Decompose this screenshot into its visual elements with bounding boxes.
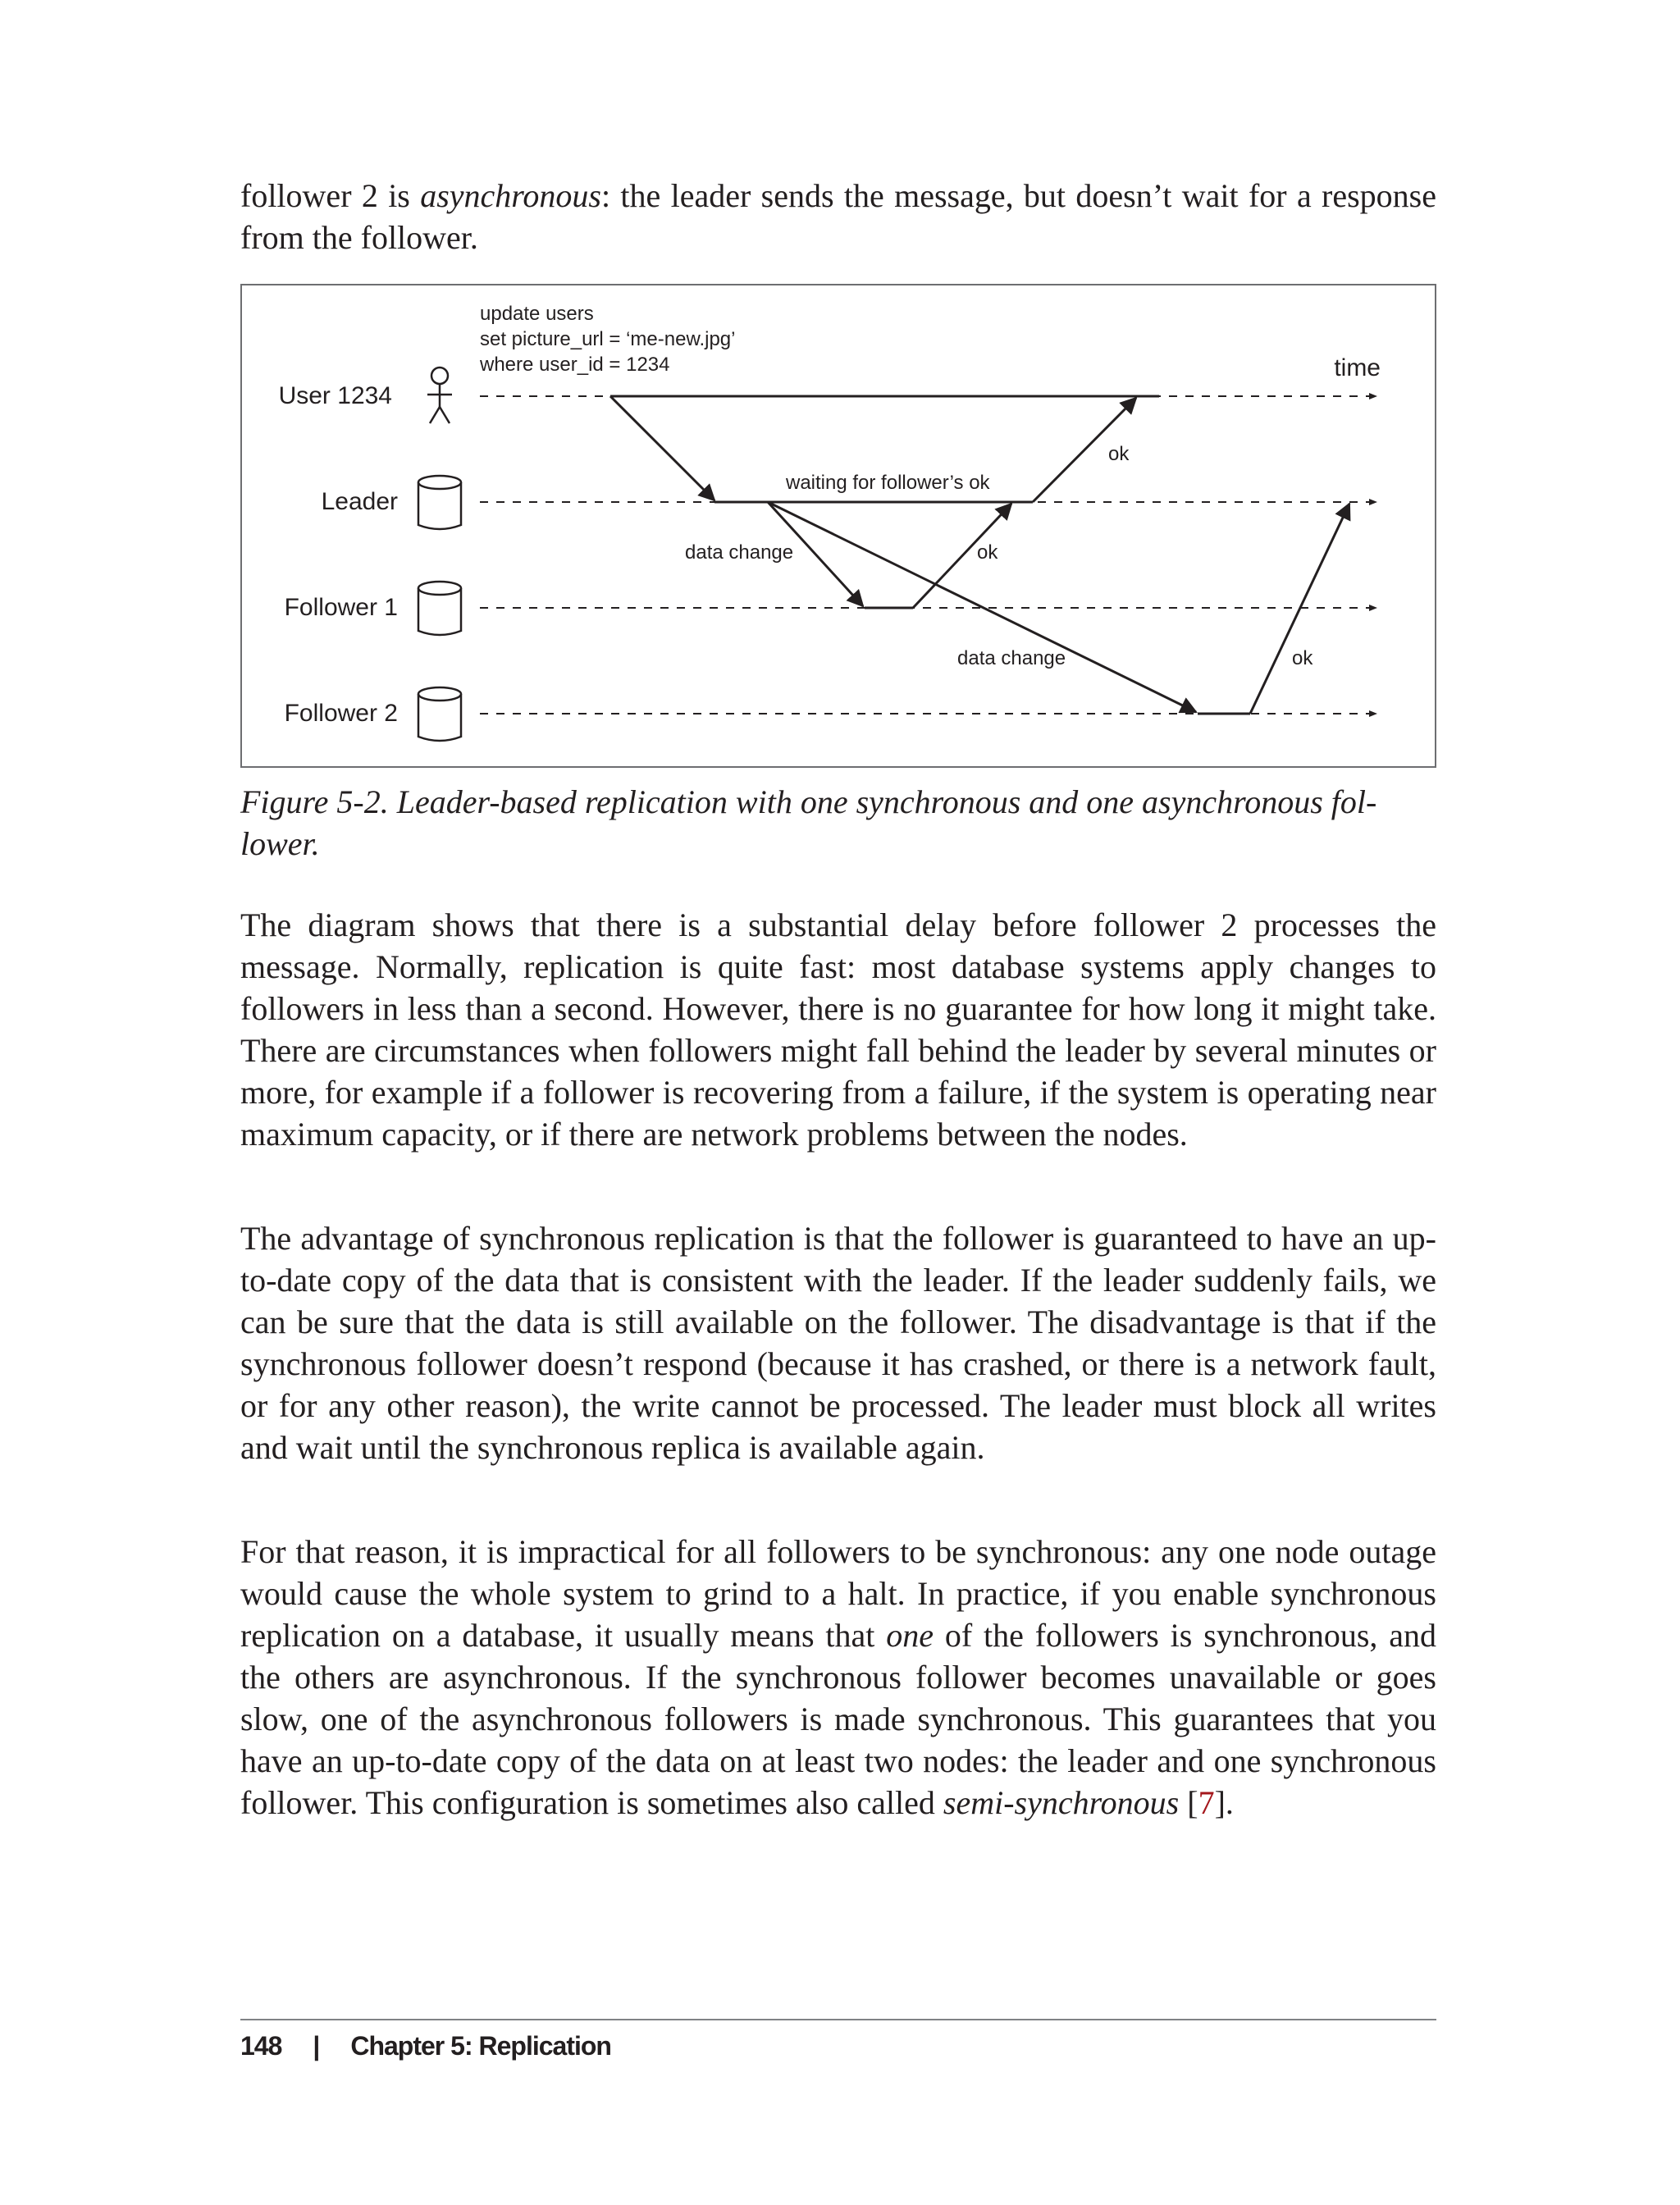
intro-text-pre: follower 2 is <box>240 177 421 214</box>
page-number: 148 <box>240 2031 282 2061</box>
figure-caption: Figure 5-2. Leader-based replication with one synchronous and one asynchronous follower. <box>240 783 1377 862</box>
figure-5-2 <box>240 284 1436 768</box>
time-label: time <box>1334 354 1381 381</box>
paragraph-1 <box>240 904 1436 1155</box>
replication-diagram <box>242 285 1438 769</box>
intro-text-post: : the leader sends the message, but doesn’t wait for a response from the follower. <box>240 177 1437 256</box>
data-change-label-2: data change <box>957 647 1066 669</box>
intro-paragraph <box>240 175 1436 258</box>
data-change-label-1: data change <box>685 541 794 564</box>
lane-label-leader: Leader <box>321 488 398 515</box>
ok-label-follower-1: ok <box>977 541 998 564</box>
reference-link-7[interactable]: 7 <box>1198 1784 1215 1821</box>
paragraph-3-text-a: For that reason, it is impractical for all followers to be synchronous: any one node outage would cause the whole system to grind to a halt. In practice, if you enable synchronous replication on a database, it usually means that <box>240 1533 1436 1654</box>
ok-label-leader-to-user: ok <box>1108 443 1130 465</box>
request-arrow-user-to-leader <box>610 396 714 500</box>
lane-label-follower-2: Follower 2 <box>284 700 398 727</box>
follower-2-database-icon <box>418 687 461 741</box>
paragraph-2 <box>240 1217 1436 1468</box>
paragraph-3 <box>240 1531 1436 1824</box>
paragraph-3-emphasis-one: one <box>886 1617 934 1654</box>
intro-emphasis: asynchronous <box>420 177 601 214</box>
waiting-label: waiting for follower’s ok <box>786 472 990 494</box>
query-line-3: where user_id = 1234 <box>480 354 670 376</box>
query-line-1: update users <box>480 303 594 325</box>
lane-label-follower-1: Follower 1 <box>284 594 398 621</box>
ok-label-follower-2: ok <box>1292 647 1313 669</box>
paragraph-3-emphasis-semi-synchronous: semi-synchronous <box>943 1784 1180 1821</box>
footer-separator: | <box>313 2031 320 2061</box>
paragraph-2-text: The advantage of synchronous replication is that the follower is guaranteed to have an up-to-date copy of the data that is consistent with the leader. If the leader suddenly fails, we can be sure that the data is still available on the follower. The disadvantage is that if the synchronous follower doesn’t respond (because it has crashed, or there is a network fault, or for any other reason), the write cannot be processed. The leader must block all writes and wait until the synchronous replica is available again. <box>240 1220 1436 1466</box>
lane-label-user: User 1234 <box>278 382 392 409</box>
follower-1-database-icon <box>418 582 461 635</box>
paragraph-3-text-b: of the followers is synchronous, and the others are asynchronous. If the synchronous follower becomes unavailable or goes slow, one of the asynchronous followers is made synchronous. This guarantees that you have an up-to-date copy of the data on at least two nodes: the leader and one synchronous follower. This configuration is sometimes also called <box>240 1617 1436 1821</box>
reference-open: [ <box>1179 1784 1198 1821</box>
chapter-title: Chapter 5: Replication <box>350 2031 611 2061</box>
page-footer <box>240 2029 611 2062</box>
reference-close: ]. <box>1214 1784 1234 1821</box>
query-line-2: set picture_url = ‘me-new.jpg’ <box>480 328 736 350</box>
footer-rule <box>240 2019 1436 2020</box>
user-stick-figure-icon <box>427 368 452 423</box>
leader-database-icon <box>418 476 461 529</box>
paragraph-1-text: The diagram shows that there is a substantial delay before follower 2 processes the message. Normally, replication is quite fast: most database systems apply changes to followers in less than a second. However, there is no guarantee for how long it might take. There are circumstances when followers might fall behind the leader by several minutes or more, for example if a follower is recovering from a failure, if the system is operating near maximum capacity, or if there are network problems between the nodes. <box>240 906 1436 1153</box>
